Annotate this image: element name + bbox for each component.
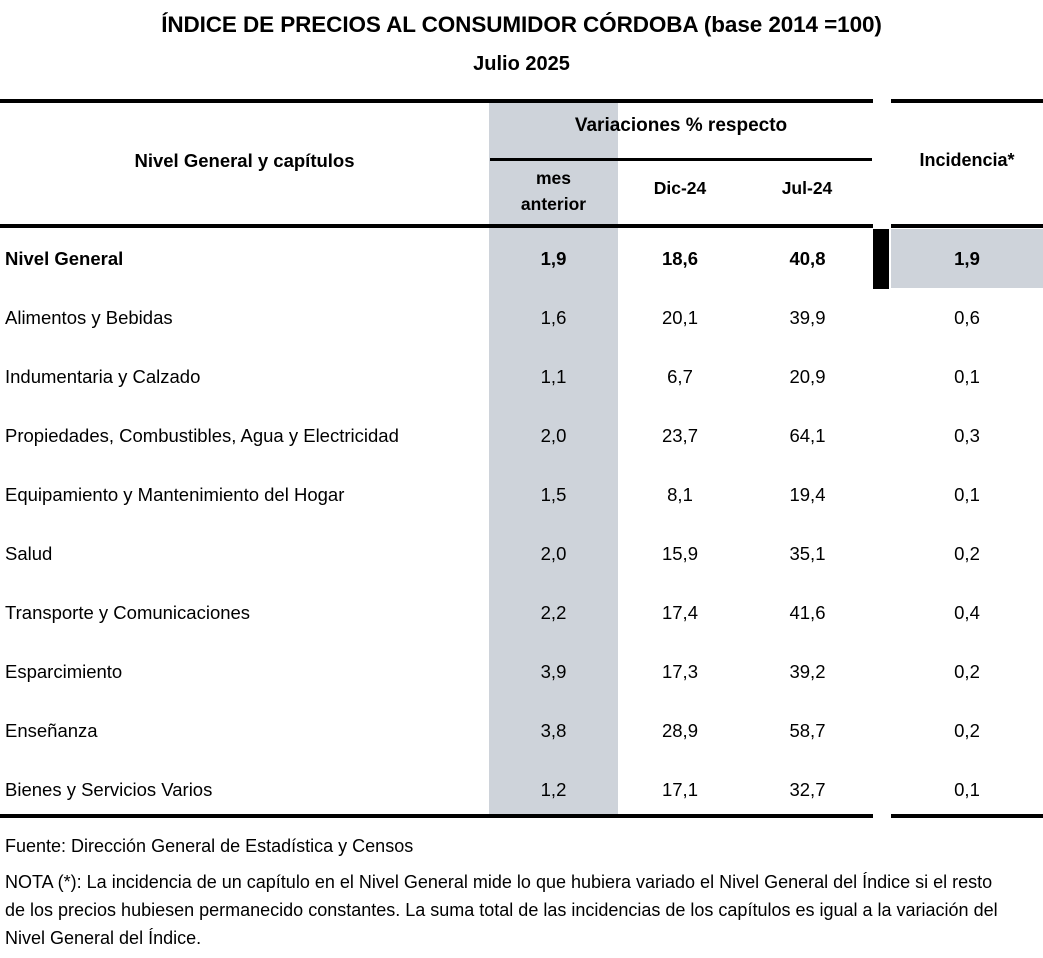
cell-jul-24: 40,8 bbox=[789, 248, 826, 269]
cell-mes-anterior: 1,5 bbox=[540, 484, 567, 505]
header-variaciones-group: Variaciones % respecto bbox=[574, 115, 788, 136]
cell-mes-anterior: 1,1 bbox=[540, 366, 567, 387]
cell-dic-24: 15,9 bbox=[661, 543, 698, 564]
cell-incidencia: 0,2 bbox=[954, 720, 980, 741]
table-row bbox=[0, 760, 1043, 819]
row-category-label: Alimentos y Bebidas bbox=[5, 307, 173, 328]
table-row bbox=[0, 465, 1043, 524]
header-mes-anterior-line1: mes bbox=[535, 168, 572, 188]
cell-incidencia: 0,2 bbox=[954, 543, 980, 564]
cell-incidencia: 0,1 bbox=[954, 366, 980, 387]
incidencia-footnote: NOTA (*): La incidencia de un capítulo en el Nivel General mide lo que hubiera variado el Nivel General del Índice si el resto de los precios hubiesen permanecido constantes. La suma total de las incidencias de los capítulos es igual a la variación del Nivel General del Índice. bbox=[5, 872, 998, 948]
cell-mes-anterior: 1,9 bbox=[540, 248, 567, 269]
cell-incidencia: 0,1 bbox=[954, 779, 980, 800]
cell-incidencia: 0,2 bbox=[954, 661, 980, 682]
title-block bbox=[0, 0, 1043, 79]
cell-incidencia: 0,3 bbox=[954, 425, 980, 446]
cell-dic-24: 17,3 bbox=[661, 661, 698, 682]
cell-jul-24: 39,9 bbox=[789, 307, 826, 328]
table-row bbox=[0, 583, 1043, 642]
header-incidencia: Incidencia* bbox=[919, 150, 1015, 170]
table-row bbox=[0, 642, 1043, 701]
source-note: Fuente: Dirección General de Estadística y Censos bbox=[5, 836, 414, 856]
page-subtitle: Julio 2025 bbox=[473, 53, 570, 75]
cell-jul-24: 32,7 bbox=[789, 779, 826, 800]
cell-mes-anterior: 3,8 bbox=[540, 720, 567, 741]
cell-incidencia: 0,1 bbox=[954, 484, 980, 505]
table-row bbox=[0, 288, 1043, 347]
row-category-label: Enseñanza bbox=[5, 720, 98, 741]
cell-mes-anterior: 2,0 bbox=[540, 425, 567, 446]
cell-jul-24: 39,2 bbox=[789, 661, 826, 682]
cpi-table bbox=[0, 96, 1043, 818]
cell-jul-24: 19,4 bbox=[789, 484, 826, 505]
cell-jul-24: 64,1 bbox=[789, 425, 826, 446]
cell-jul-24: 41,6 bbox=[789, 602, 826, 623]
cell-dic-24: 17,1 bbox=[661, 779, 698, 800]
table-row bbox=[0, 347, 1043, 406]
row-category-label: Bienes y Servicios Varios bbox=[5, 779, 213, 800]
cell-dic-24: 20,1 bbox=[661, 307, 698, 328]
cell-mes-anterior: 1,6 bbox=[540, 307, 567, 328]
cell-dic-24: 28,9 bbox=[661, 720, 698, 741]
row-category-label: Propiedades, Combustibles, Agua y Electricidad bbox=[5, 425, 399, 446]
cell-dic-24: 8,1 bbox=[667, 484, 693, 505]
row-category-label: Nivel General bbox=[5, 248, 124, 269]
row-category-label: Equipamiento y Mantenimiento del Hogar bbox=[5, 484, 345, 505]
header-nivel-general-y-capitulos: Nivel General y capítulos bbox=[134, 150, 355, 171]
cell-dic-24: 6,7 bbox=[667, 366, 693, 387]
cell-dic-24: 23,7 bbox=[661, 425, 698, 446]
cell-incidencia: 0,4 bbox=[954, 602, 980, 623]
row-category-label: Indumentaria y Calzado bbox=[5, 366, 201, 387]
table-row bbox=[0, 229, 1043, 288]
table-notes bbox=[5, 833, 1035, 952]
page-title: ÍNDICE DE PRECIOS AL CONSUMIDOR CÓRDOBA (base 2014 =100) bbox=[161, 12, 882, 37]
table-row bbox=[0, 701, 1043, 760]
cell-jul-24: 20,9 bbox=[789, 366, 826, 387]
cell-dic-24: 18,6 bbox=[661, 248, 698, 269]
table-body bbox=[0, 96, 1043, 818]
table-row bbox=[0, 406, 1043, 465]
cell-mes-anterior: 2,0 bbox=[540, 543, 567, 564]
row-category-label: Salud bbox=[5, 543, 53, 564]
row-category-label: Esparcimiento bbox=[5, 661, 123, 682]
header-dic-24: Dic-24 bbox=[653, 178, 707, 198]
cell-mes-anterior: 1,2 bbox=[540, 779, 567, 800]
cell-incidencia: 0,6 bbox=[954, 307, 980, 328]
header-mes-anterior-line2: anterior bbox=[520, 194, 587, 214]
table-row bbox=[0, 524, 1043, 583]
cell-mes-anterior: 2,2 bbox=[540, 602, 567, 623]
header-jul-24: Jul-24 bbox=[781, 178, 833, 198]
cell-incidencia: 1,9 bbox=[954, 248, 980, 269]
cell-jul-24: 35,1 bbox=[789, 543, 826, 564]
cell-dic-24: 17,4 bbox=[661, 602, 698, 623]
cell-jul-24: 58,7 bbox=[789, 720, 826, 741]
cell-mes-anterior: 3,9 bbox=[540, 661, 567, 682]
row-category-label: Transporte y Comunicaciones bbox=[5, 602, 251, 623]
